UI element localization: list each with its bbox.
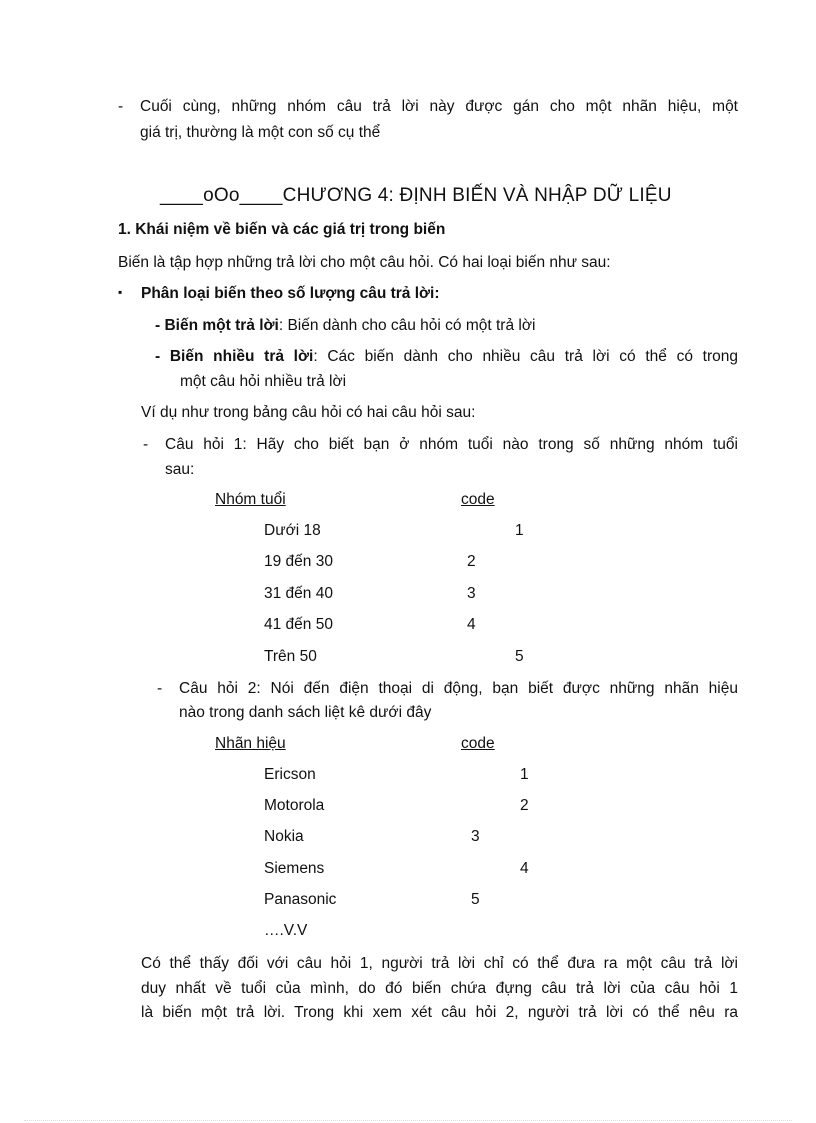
- single-answer-label: - Biến một trả lời: [155, 317, 279, 334]
- chapter-heading: [160, 185, 672, 207]
- intro-line-2: giá trị, thường là một con số cụ thể: [140, 124, 381, 141]
- q1-line-1: Câu hỏi 1: Hãy cho biết bạn ở nhóm tuổi nào trong số những nhóm tuổi: [165, 436, 738, 453]
- single-answer-desc: : Biến dành cho câu hỏi có một trả lời: [278, 317, 536, 334]
- multi-answer-desc-line-2: một câu hỏi nhiều trả lời: [180, 373, 347, 390]
- q1-row-label: Dưới 18: [264, 522, 321, 539]
- q1-line-2: sau:: [165, 461, 195, 478]
- q1-row-code: 1: [515, 522, 524, 539]
- q1-row-code: 4: [467, 616, 476, 633]
- q2-row-label: Panasonic: [264, 891, 337, 908]
- conclusion-line-1: Có thể thấy đối với câu hỏi 1, người trả lời chỉ có thể đưa ra một câu trả lời: [141, 955, 738, 972]
- q2-row-code: 4: [520, 860, 529, 877]
- intro-line-1: Cuối cùng, những nhóm câu trả lời này được gán cho một nhãn hiệu, một: [140, 98, 738, 115]
- conclusion-line-3: là biến một trả lời. Trong khi xem xét câu hỏi 2, người trả lời có thể nêu ra: [141, 1004, 738, 1021]
- q2-line-1: Câu hỏi 2: Nói đến điện thoại di động, bạn biết được những nhãn hiệu: [179, 680, 738, 697]
- q1-bullet: -: [143, 436, 149, 453]
- section-heading: 1. Khái niệm về biến và các giá trị trong biến: [118, 221, 446, 238]
- q2-line-2: nào trong danh sách liệt kê dưới đây: [179, 704, 432, 721]
- q1-row-code: 5: [515, 648, 524, 665]
- multi-answer-desc: : Các biến dành cho nhiều câu trả lời có thể có trong: [313, 348, 738, 365]
- q2-etc: ….V.V: [264, 922, 308, 939]
- q2-row-code: 2: [520, 797, 529, 814]
- q2-col-header-code: code: [461, 735, 495, 752]
- q1-col-header-label: Nhóm tuổi: [215, 491, 286, 508]
- chapter-title: CHƯƠNG 4: ĐỊNH BIẾN VÀ NHẬP DỮ LIỆU: [282, 185, 672, 206]
- q2-row-label: Ericson: [264, 766, 316, 783]
- square-bullet-icon: ▪: [118, 285, 123, 299]
- conclusion-line-2: duy nhất về tuổi của mình, do đó biến chứa đựng câu trả lời của câu hỏi 1: [141, 980, 738, 997]
- q1-row-code: 2: [467, 553, 476, 570]
- intro-bullet: -: [118, 98, 124, 115]
- q1-row-label: 19 đến 30: [264, 553, 333, 570]
- chapter-ornament: ____oOo____: [160, 185, 283, 206]
- q2-row-code: 1: [520, 766, 529, 783]
- q1-row-label: 31 đến 40: [264, 585, 333, 602]
- example-intro: Ví dụ như trong bảng câu hỏi có hai câu hỏi sau:: [141, 404, 476, 421]
- q2-row-label: Nokia: [264, 828, 304, 845]
- q2-row-code: 3: [471, 828, 480, 845]
- single-answer-item: [155, 317, 535, 335]
- q1-row-label: Trên 50: [264, 648, 317, 665]
- section-intro: Biến là tập hợp những trả lời cho một câu hỏi. Có hai loại biến như sau:: [118, 254, 611, 271]
- multi-answer-item: [155, 348, 738, 366]
- q2-bullet: -: [157, 680, 163, 697]
- page-bottom-rule: [24, 1120, 792, 1121]
- q2-row-code: 5: [471, 891, 480, 908]
- q1-row-label: 41 đến 50: [264, 616, 333, 633]
- q2-row-label: Siemens: [264, 860, 325, 877]
- multi-answer-label: - Biến nhiều trả lời: [155, 348, 314, 365]
- q2-row-label: Motorola: [264, 797, 325, 814]
- q1-col-header-code: code: [461, 491, 495, 508]
- classification-title: Phân loại biến theo số lượng câu trả lời:: [141, 285, 440, 302]
- q2-col-header-label: Nhãn hiệu: [215, 735, 286, 752]
- q1-row-code: 3: [467, 585, 476, 602]
